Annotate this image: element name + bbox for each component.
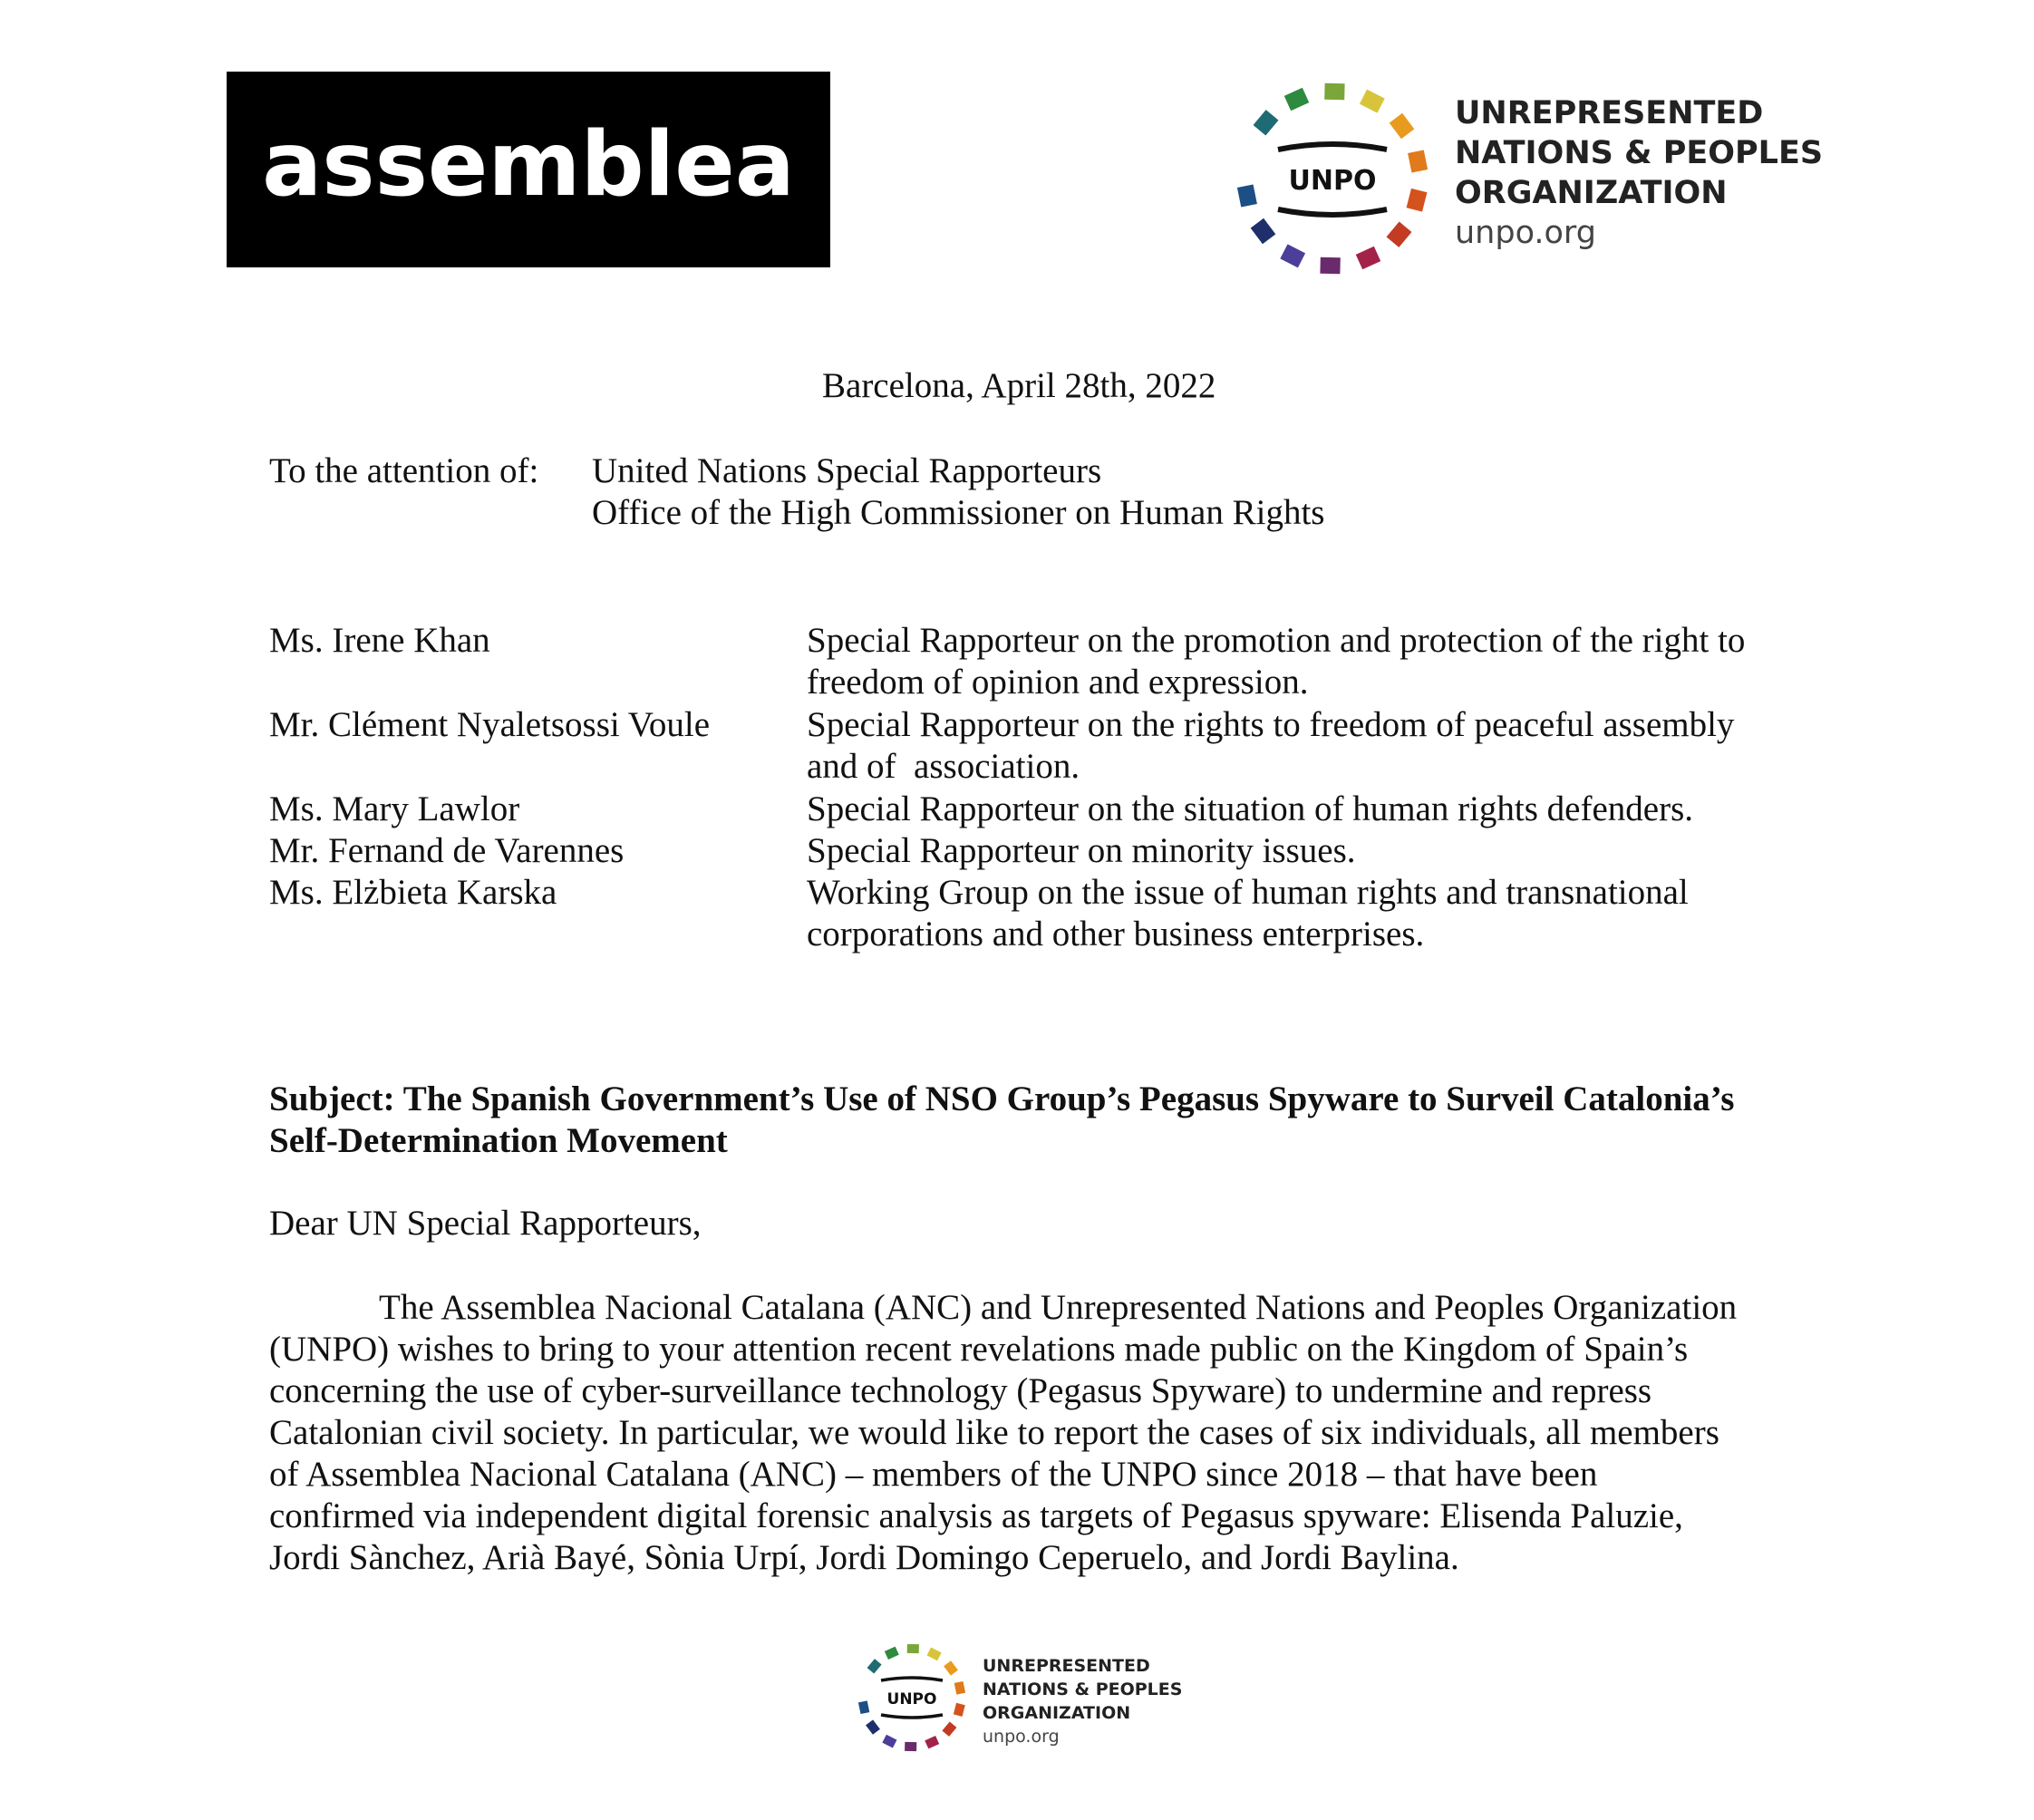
emblem-segment [905, 1742, 916, 1751]
unpo-footer-logo-text [983, 1654, 1182, 1748]
unpo-logo-url: unpo.org [1455, 215, 1596, 251]
attention-recipient-line1: United Nations Special Rapporteurs [592, 451, 1102, 490]
emblem-segment [1408, 150, 1428, 172]
recipient-role: corporations and other business enterprises. [807, 915, 1425, 954]
body-line: of Assemblea Nacional Catalana (ANC) – members of the UNPO since 2018 – that have been [269, 1455, 1598, 1494]
recipient-role: Working Group on the issue of human rights and transnational [807, 873, 1689, 912]
unpo-footer-line1: UNREPRESENTED [983, 1656, 1150, 1676]
recipient-name: Mr. Fernand de Varennes [269, 831, 625, 870]
emblem-segment [1284, 88, 1309, 111]
recipient-role: freedom of opinion and expression. [807, 663, 1309, 702]
unpo-emblem-text: UNPO [1288, 165, 1377, 197]
emblem-segment [944, 1660, 958, 1675]
emblem-segment [1360, 90, 1385, 113]
subject-line: Self-Determination Movement [269, 1121, 728, 1160]
recipient-role: Special Rapporteur on the situation of human rights defenders. [807, 789, 1694, 828]
emblem-segment [954, 1703, 965, 1717]
unpo-logo-line2: NATIONS & PEOPLES [1455, 135, 1824, 171]
body-line: The Assemblea Nacional Catalana (ANC) and Unrepresented Nations and Peoples Organization [379, 1288, 1738, 1327]
emblem-segment [885, 1647, 899, 1660]
emblem-segment [907, 1644, 919, 1653]
unpo-logo-line3: ORGANIZATION [1455, 175, 1728, 211]
recipient-role: Special Rapporteur on the rights to freedom of peaceful assembly [807, 705, 1735, 744]
unpo-footer-line3: ORGANIZATION [983, 1703, 1131, 1723]
subject-line: Subject: The Spanish Government’s Use of NSO Group’s Pegasus Spyware to Surveil Catalonia’s [269, 1079, 1735, 1118]
emblem-segment [1251, 218, 1276, 244]
body-line: Jordi Sànchez, Arià Bayé, Sònia Urpí, Jordi Domingo Ceperuelo, and Jordi Baylina. [269, 1538, 1459, 1577]
emblem-segment [1387, 221, 1412, 247]
emblem-segment [858, 1700, 869, 1714]
unpo-footer-url: unpo.org [983, 1727, 1060, 1747]
assemblea-logo [227, 72, 830, 267]
emblem-segment [942, 1722, 956, 1737]
letter-salutation: Dear UN Special Rapporteurs, [269, 1204, 702, 1243]
emblem-segment [1407, 189, 1428, 212]
emblem-segment [1356, 247, 1380, 269]
body-line: (UNPO) wishes to bring to your attention recent revelations made public on the Kingdom of Spain’s [269, 1330, 1689, 1369]
emblem-segment [927, 1647, 942, 1660]
emblem-segment [1254, 110, 1279, 135]
recipient-name: Mr. Clément Nyaletsossi Voule [269, 705, 711, 744]
letter-date: Barcelona, April 28th, 2022 [822, 366, 1216, 405]
assemblea-logo-text: assemblea [262, 113, 795, 217]
emblem-segment [1280, 244, 1305, 267]
unpo-footer-emblem-text: UNPO [886, 1690, 937, 1709]
emblem-segment [925, 1736, 939, 1748]
recipient-name: Ms. Elżbieta Karska [269, 873, 557, 912]
emblem-segment [1324, 83, 1344, 101]
emblem-segment [867, 1659, 882, 1673]
emblem-segment [866, 1719, 880, 1734]
unpo-logo-line1: UNREPRESENTED [1455, 95, 1764, 131]
emblem-segment [1237, 184, 1257, 207]
recipient-role: Special Rapporteur on minority issues. [807, 831, 1356, 870]
recipient-name: Ms. Mary Lawlor [269, 789, 520, 828]
attention-recipient-line2: Office of the High Commissioner on Human Rights [592, 493, 1325, 532]
unpo-logo-text [1455, 93, 1823, 253]
recipient-role: and of association. [807, 747, 1080, 786]
emblem-segment [1320, 257, 1340, 275]
letter-subject [269, 1079, 1734, 1162]
unpo-emblem-icon [1224, 77, 1441, 286]
emblem-segment [954, 1681, 965, 1695]
unpo-footer-line2: NATIONS & PEOPLES [983, 1680, 1183, 1699]
body-line: Catalonian civil society. In particular, we would like to report the cases of six individuals, all members [269, 1413, 1719, 1452]
recipient-role: Special Rapporteur on the promotion and protection of the right to [807, 621, 1746, 660]
body-line: confirmed via independent digital forensic analysis as targets of Pegasus spyware: Elisenda Paluzie, [269, 1496, 1683, 1535]
body-line: concerning the use of cyber-surveillance technology (Pegasus Spyware) to undermine and repress [269, 1371, 1652, 1410]
emblem-segment [1390, 113, 1415, 139]
attention-label: To the attention of: [269, 451, 539, 490]
emblem-segment [882, 1735, 896, 1748]
recipient-name: Ms. Irene Khan [269, 621, 490, 660]
unpo-footer-emblem-icon [848, 1641, 975, 1758]
